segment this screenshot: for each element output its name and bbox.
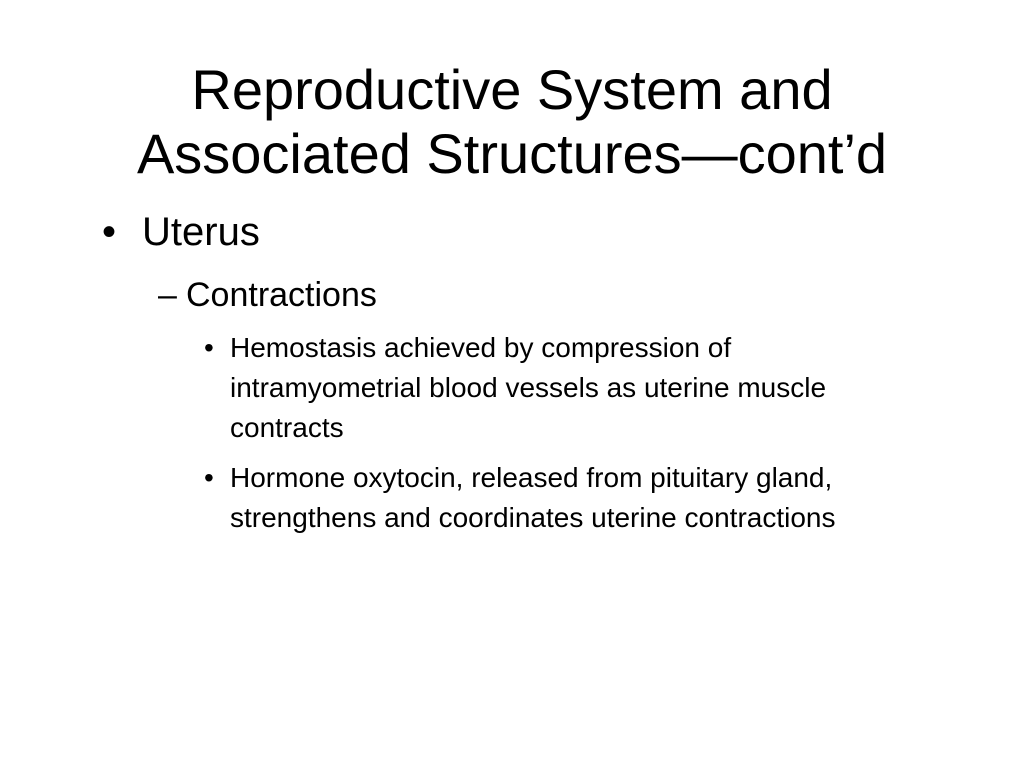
detail-bullet-hemostasis (204, 328, 904, 448)
dash-marker: – (158, 276, 177, 314)
slide-title (40, 58, 984, 186)
slide-title-line-2: Associated Structures—cont’d (136, 122, 888, 185)
detail-text: Hemostasis achieved by compression of intramyometrial blood vessels as uterine muscle contracts (230, 332, 827, 443)
bullet-text: Uterus (142, 210, 260, 254)
detail-bullet-oxytocin (204, 458, 904, 538)
bullet-marker: • (204, 332, 214, 363)
sub-bullet-contractions (158, 274, 377, 316)
bullet-marker: • (204, 462, 214, 493)
detail-text: Hormone oxytocin, released from pituitary gland, strengthens and coordinates uterine contractions (230, 462, 836, 533)
bullet-marker: • (102, 210, 117, 254)
slide-title-line-1: Reproductive System and (191, 58, 833, 121)
bullet-uterus (102, 208, 260, 256)
sub-bullet-text: Contractions (186, 276, 377, 314)
